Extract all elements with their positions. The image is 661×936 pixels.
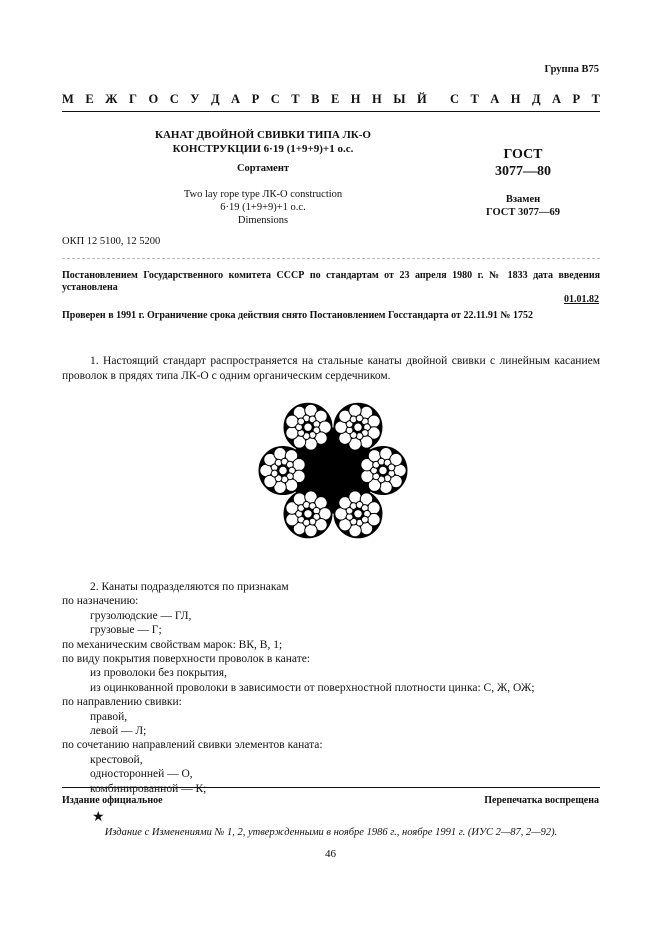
inner-wire xyxy=(303,519,310,526)
group-code: Группа В75 xyxy=(544,64,599,75)
title-line-1: КАНАТ ДВОЙНОЙ СВИВКИ ТИПА ЛК-О xyxy=(155,129,371,141)
banner-letter: Р xyxy=(251,92,260,106)
classification-list xyxy=(62,580,602,796)
banner-letter: Р xyxy=(572,92,581,106)
classification-line: левой — Л; xyxy=(90,725,147,738)
official-edition-label: Издание официальное xyxy=(62,795,163,806)
center-wire xyxy=(304,510,312,518)
rope-cross-section-figure xyxy=(248,393,418,548)
classification-line: по направлению свивки: xyxy=(62,696,182,709)
classification-line: комбинированной — К; xyxy=(90,782,207,795)
classification-line: крестовой, xyxy=(90,753,143,766)
banner-word-standard xyxy=(450,92,600,107)
replaces-block xyxy=(468,193,578,219)
banner-letter: Ж xyxy=(105,92,118,106)
center-wire xyxy=(379,466,387,474)
banner-letter: А xyxy=(490,92,500,106)
paragraph-1: 1. Настоящий стандарт распространяется на стальные канаты двойной свивки с линейным касанием проволок в прядях типа ЛК-О с одним органическим сердечником. xyxy=(62,355,600,382)
classification-line: из оцинкованной проволоки в зависимости от поверхностной плотности цинка: С, Ж, ОЖ; xyxy=(90,681,535,694)
center-wire xyxy=(304,423,312,431)
classification-line: односторонней — О, xyxy=(90,768,193,781)
star-icon: ★ xyxy=(92,810,105,825)
inner-wire xyxy=(388,464,395,471)
banner-letter: Т xyxy=(470,92,479,106)
classification-line: из проволоки без покрытия, xyxy=(90,667,227,680)
banner-letter: А xyxy=(231,92,241,106)
banner-letter: С xyxy=(270,92,280,106)
decree-text: Постановлением Государственного комитета СССР по стандартам от 23 апреля 1980 г. № 1833 дата введения установлена xyxy=(62,270,600,293)
classification-line: правой, xyxy=(90,710,128,723)
gost-number: 3077—80 xyxy=(495,164,551,179)
document-title xyxy=(118,128,408,156)
inner-wire xyxy=(361,516,368,523)
banner-letter: А xyxy=(552,92,562,106)
gost-code: ГОСТ xyxy=(503,147,543,162)
classification-line: грузовые — Г; xyxy=(90,624,162,637)
inner-wire xyxy=(298,418,305,425)
edition-note: Издание с Изменениями № 1, 2, утвержденными в ноябре 1986 г., ноябре 1991 г. (ИУС 2—87, 2—92). xyxy=(104,827,558,838)
okp-code: ОКП 12 5100, 12 5200 xyxy=(62,236,161,247)
classification-line: грузолюдские — ГЛ, xyxy=(90,609,192,622)
banner-word-interstate xyxy=(62,92,427,107)
banner-letter: С xyxy=(169,92,179,106)
banner-letter: М xyxy=(62,92,74,106)
inner-wire xyxy=(271,470,278,477)
assortment-label: Сортамент xyxy=(236,163,290,174)
standard-banner xyxy=(62,92,600,107)
banner-letter: В xyxy=(311,92,320,106)
banner-letter: Т xyxy=(591,92,600,106)
intro-date: 01.01.82 xyxy=(564,294,599,305)
banner-letter: Ы xyxy=(393,92,406,106)
banner-letter: Н xyxy=(510,92,521,106)
banner-letter: Д xyxy=(210,92,220,106)
english-title xyxy=(118,188,408,227)
english-title-line-2: 6·19 (1+9+9)+1 o.c. xyxy=(220,202,306,213)
header-rule xyxy=(62,111,600,112)
classification-line: по назначению: xyxy=(62,595,139,608)
center-wire xyxy=(279,466,287,474)
center-wire xyxy=(354,510,362,518)
english-title-line-1: Two lay rope type ЛК-О construction xyxy=(183,189,343,200)
classification-line: 2. Канаты подразделяются по признакам xyxy=(90,581,289,593)
english-title-line-3: Dimensions xyxy=(237,215,289,226)
checked-note: Проверен в 1991 г. Ограничение срока действия снято Постановлением Госстандарта от 22.11.91 № 1752 xyxy=(62,310,533,321)
page-number: 46 xyxy=(325,848,336,860)
banner-letter: Т xyxy=(291,92,300,106)
gost-number-block xyxy=(468,146,578,180)
classification-line: по сочетанию направлений свивки элементов каната: xyxy=(62,739,323,752)
footer-rule xyxy=(62,787,600,788)
banner-letter: Е xyxy=(330,92,340,106)
replaces-number: ГОСТ 3077—69 xyxy=(486,207,560,218)
okp-rule xyxy=(62,258,600,259)
replaces-label: Взамен xyxy=(505,194,541,205)
classification-line: по виду покрытия поверхности проволок в канате: xyxy=(62,653,311,666)
title-line-2: КОНСТРУКЦИИ 6·19 (1+9+9)+1 о.с. xyxy=(172,143,354,155)
reprint-prohibited-label: Перепечатка воспрещена xyxy=(484,795,599,806)
center-wire xyxy=(354,423,362,431)
banner-letter: Н xyxy=(372,92,382,106)
banner-letter: О xyxy=(148,92,159,106)
inner-wire xyxy=(356,415,363,422)
banner-letter: С xyxy=(450,92,460,106)
classification-line: по механическим свойствам марок: ВК, В, 1; xyxy=(62,638,283,651)
banner-letter: Г xyxy=(129,92,137,106)
banner-letter: У xyxy=(190,92,200,106)
banner-letter: Д xyxy=(531,92,541,106)
banner-letter: Н xyxy=(350,92,361,106)
banner-letter: Е xyxy=(85,92,94,106)
banner-letter: Й xyxy=(417,92,427,106)
